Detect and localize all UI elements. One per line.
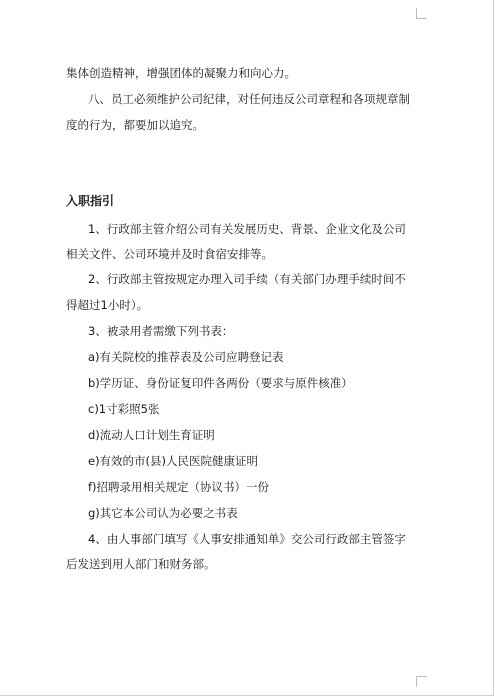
- paragraph-line: 后发送到用人部门和财务部。: [66, 557, 216, 571]
- paragraph-line: 集体创造精神，增强团体的凝聚力和向心力。: [66, 66, 296, 80]
- list-item: b)学历证、身份证复印件各两份（要求与原件核准）: [88, 376, 353, 390]
- list-item: g)其它本公司认为必要之书表: [88, 506, 238, 520]
- list-item: d)流动人口计划生育证明: [88, 428, 215, 442]
- rule-eight-line: 八、员工必须维护公司纪律，对任何违反公司章程和各项规章制: [88, 92, 410, 106]
- step-one-line: 1、行政部主管介绍公司有关发展历史、背景、企业文化及公司: [88, 222, 406, 236]
- list-item: a)有关院校的推荐表及公司应聘登记表: [88, 350, 284, 364]
- list-item: f)招聘录用相关规定（协议书）一份: [88, 480, 270, 494]
- step-four-line: 4、由人事部门填写《人事安排通知单》交公司行政部主管签字: [88, 532, 406, 546]
- paragraph-line: 得超过1小时）。: [66, 298, 149, 312]
- section-heading: 入职指引: [66, 194, 115, 208]
- step-three-line: 3、被录用者需缴下列书表：: [88, 324, 234, 338]
- crop-mark-bottom: [416, 676, 427, 687]
- paragraph-line: 度的行为，都要加以追究。: [66, 118, 204, 132]
- step-two-line: 2、行政部主管按规定办理入司手续（有关部门办理手续时间不: [88, 272, 406, 286]
- list-item: e)有效的市(县)人民医院健康证明: [88, 454, 259, 468]
- list-item: c)1寸彩照5张: [88, 402, 160, 416]
- crop-mark-top: [416, 8, 427, 19]
- paragraph-line: 相关文件、公司环境并及时食宿安排等。: [66, 247, 273, 261]
